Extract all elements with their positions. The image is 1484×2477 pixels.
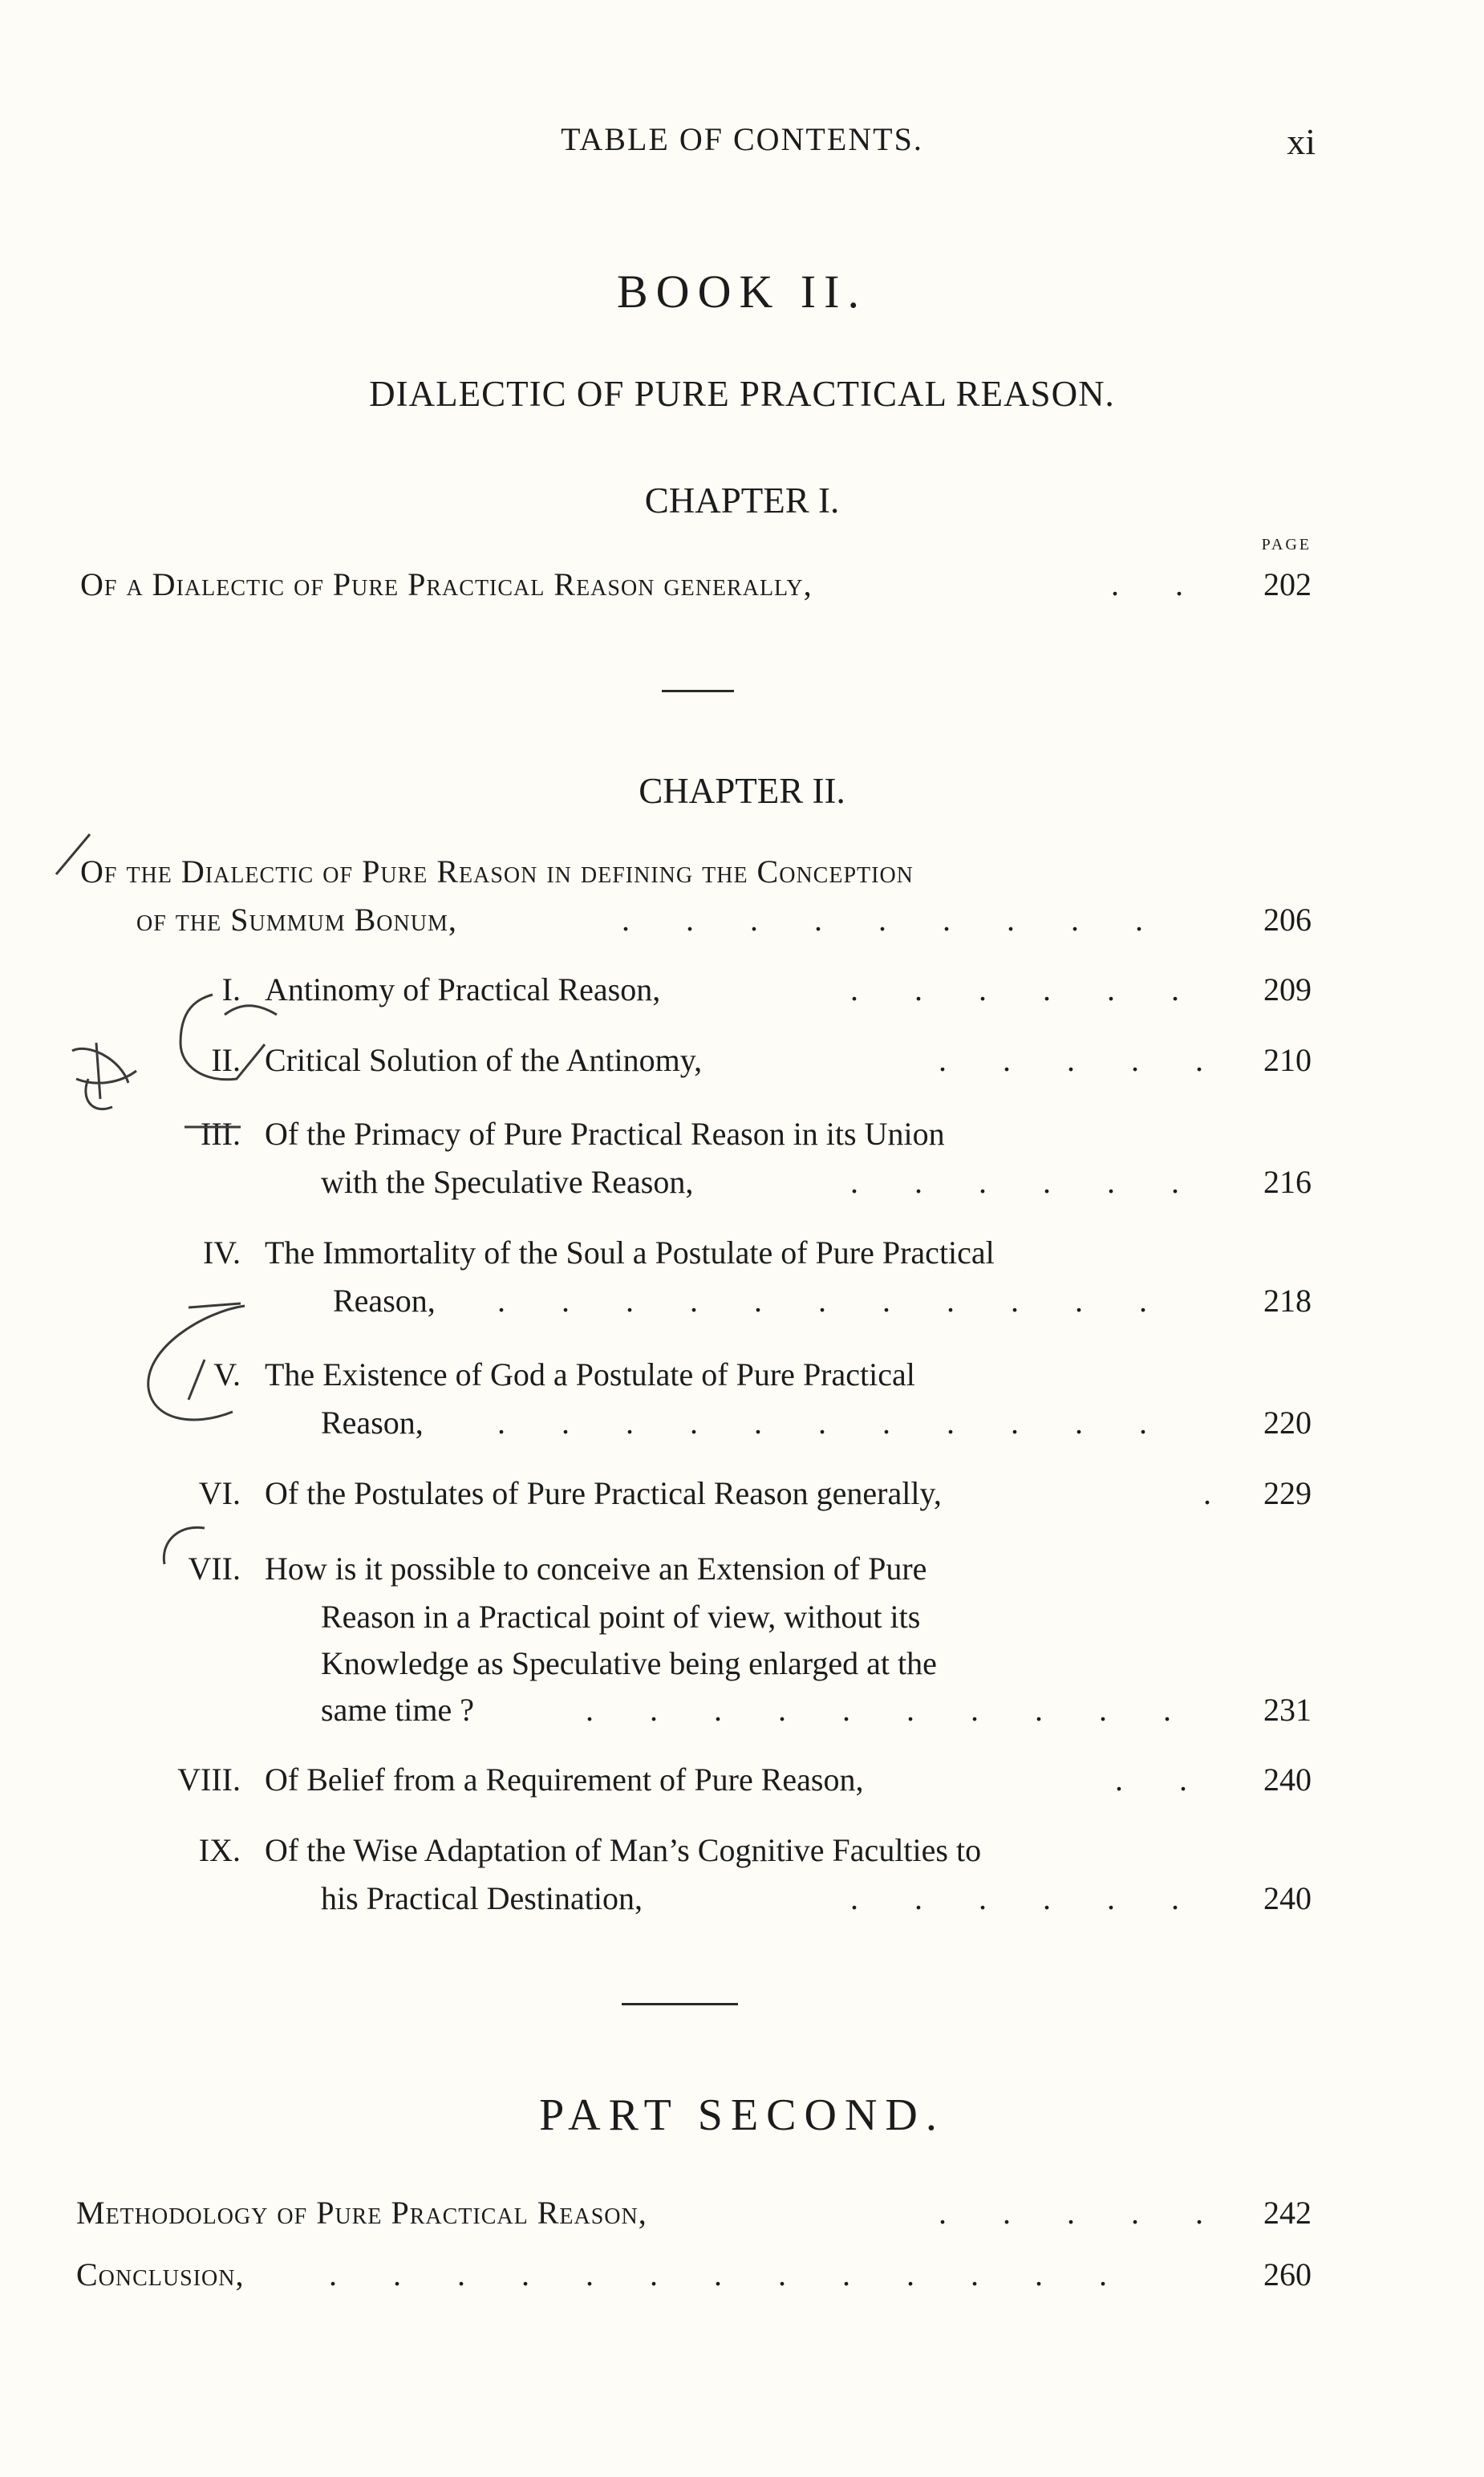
methodology-page: 242 xyxy=(1263,2195,1312,2231)
leader-dots: . . . . . . xyxy=(850,971,1203,1007)
section-number: V. xyxy=(213,1356,241,1393)
section-number: VII. xyxy=(188,1551,241,1587)
leader-dots: . xyxy=(1203,1475,1235,1511)
conclusion-page: 260 xyxy=(1263,2256,1312,2293)
section-page: 240 xyxy=(1263,1880,1312,1916)
leader-dots: . . . . . . xyxy=(850,1164,1203,1200)
section-title: Antinomy of Practical Reason, xyxy=(265,971,661,1007)
leader-dots: . . xyxy=(1111,566,1207,602)
section-title-line2: Reason, xyxy=(333,1283,436,1319)
section-page: 210 xyxy=(1263,1042,1312,1078)
chapter-2-title: CHAPTER II. xyxy=(639,771,845,811)
section-number: I. xyxy=(221,971,241,1007)
section-number: II. xyxy=(211,1042,241,1078)
section-title-line2: with the Speculative Reason, xyxy=(321,1164,694,1200)
chapter-1-title: CHAPTER I. xyxy=(644,480,840,521)
section-title-line1: How is it possible to conceive an Extension of Pure xyxy=(265,1551,927,1587)
leader-dots: . . . . . xyxy=(939,2195,1227,2231)
section-page: 220 xyxy=(1263,1405,1312,1441)
section-title-line1: The Immortality of the Soul a Postulate of Pure Practical xyxy=(265,1234,995,1271)
section-page: 216 xyxy=(1263,1164,1312,1200)
section-title-line1: Of the Wise Adaptation of Man’s Cognitive Faculties to xyxy=(265,1832,982,1868)
leader-dots: . . . . . xyxy=(939,1042,1227,1078)
methodology-entry: Methodology of Pure Practical Reason, xyxy=(76,2195,647,2231)
leader-dots: . . . . . . xyxy=(850,1880,1203,1916)
folio: xi xyxy=(1287,121,1316,162)
chapter-1-entry: Of a Dialectic of Pure Practical Reason generally, xyxy=(80,566,813,602)
section-number: VI. xyxy=(198,1475,241,1511)
leader-dots: . . . . . . . . . . . . . xyxy=(329,2256,1131,2293)
chapter-2-entry-line1: Of the Dialectic of Pure Reason in defining the Conception xyxy=(80,853,914,890)
section-title-line2: Reason, xyxy=(321,1405,424,1441)
section-page: 240 xyxy=(1263,1761,1312,1798)
section-title-line2: his Practical Destination, xyxy=(321,1880,643,1916)
section-number: VIII. xyxy=(177,1761,241,1798)
section-title: Of Belief from a Requirement of Pure Reason, xyxy=(265,1761,864,1798)
running-head: TABLE OF CONTENTS. xyxy=(561,121,923,157)
section-page: 218 xyxy=(1263,1283,1312,1319)
section-title: Critical Solution of the Antinomy, xyxy=(265,1042,703,1078)
section-title-line1: Of the Primacy of Pure Practical Reason in its Union xyxy=(265,1116,945,1152)
leader-dots: . . . . . . . . . . xyxy=(586,1692,1195,1728)
part-second-title: PART SECOND. xyxy=(539,2090,945,2140)
section-title-line2: Reason in a Practical point of view, without its xyxy=(321,1599,921,1635)
section-number: IX. xyxy=(198,1832,241,1868)
section-title-line3: Knowledge as Speculative being enlarged at the xyxy=(321,1645,937,1681)
section-page: 229 xyxy=(1263,1475,1312,1511)
leader-dots: . . . . . . . . . . . xyxy=(497,1405,1171,1441)
leader-dots: . . . . . . . . . . . xyxy=(497,1283,1171,1319)
page-column-label: PAGE xyxy=(1261,536,1312,553)
book-title: BOOK II. xyxy=(617,266,867,318)
section-title: Of the Postulates of Pure Practical Reason generally, xyxy=(265,1475,942,1511)
section-page: 209 xyxy=(1263,971,1312,1007)
section-title-line1: The Existence of God a Postulate of Pure Practical xyxy=(265,1356,915,1393)
conclusion-entry: Conclusion, xyxy=(76,2256,245,2293)
section-page: 231 xyxy=(1263,1692,1312,1728)
chapter-2-entry-page: 206 xyxy=(1263,902,1312,938)
chapter-2-entry-line2: of the Summum Bonum, xyxy=(136,902,457,938)
chapter-1-entry-page: 202 xyxy=(1263,566,1312,602)
leader-dots: . . . . . . . . . xyxy=(622,902,1167,938)
section-number: IV. xyxy=(202,1234,241,1271)
leader-dots: . . xyxy=(1115,1761,1211,1798)
section-title-line4: same time ? xyxy=(321,1692,475,1728)
section-number: III. xyxy=(201,1116,241,1152)
division-title: DIALECTIC OF PURE PRACTICAL REASON. xyxy=(369,374,1115,414)
